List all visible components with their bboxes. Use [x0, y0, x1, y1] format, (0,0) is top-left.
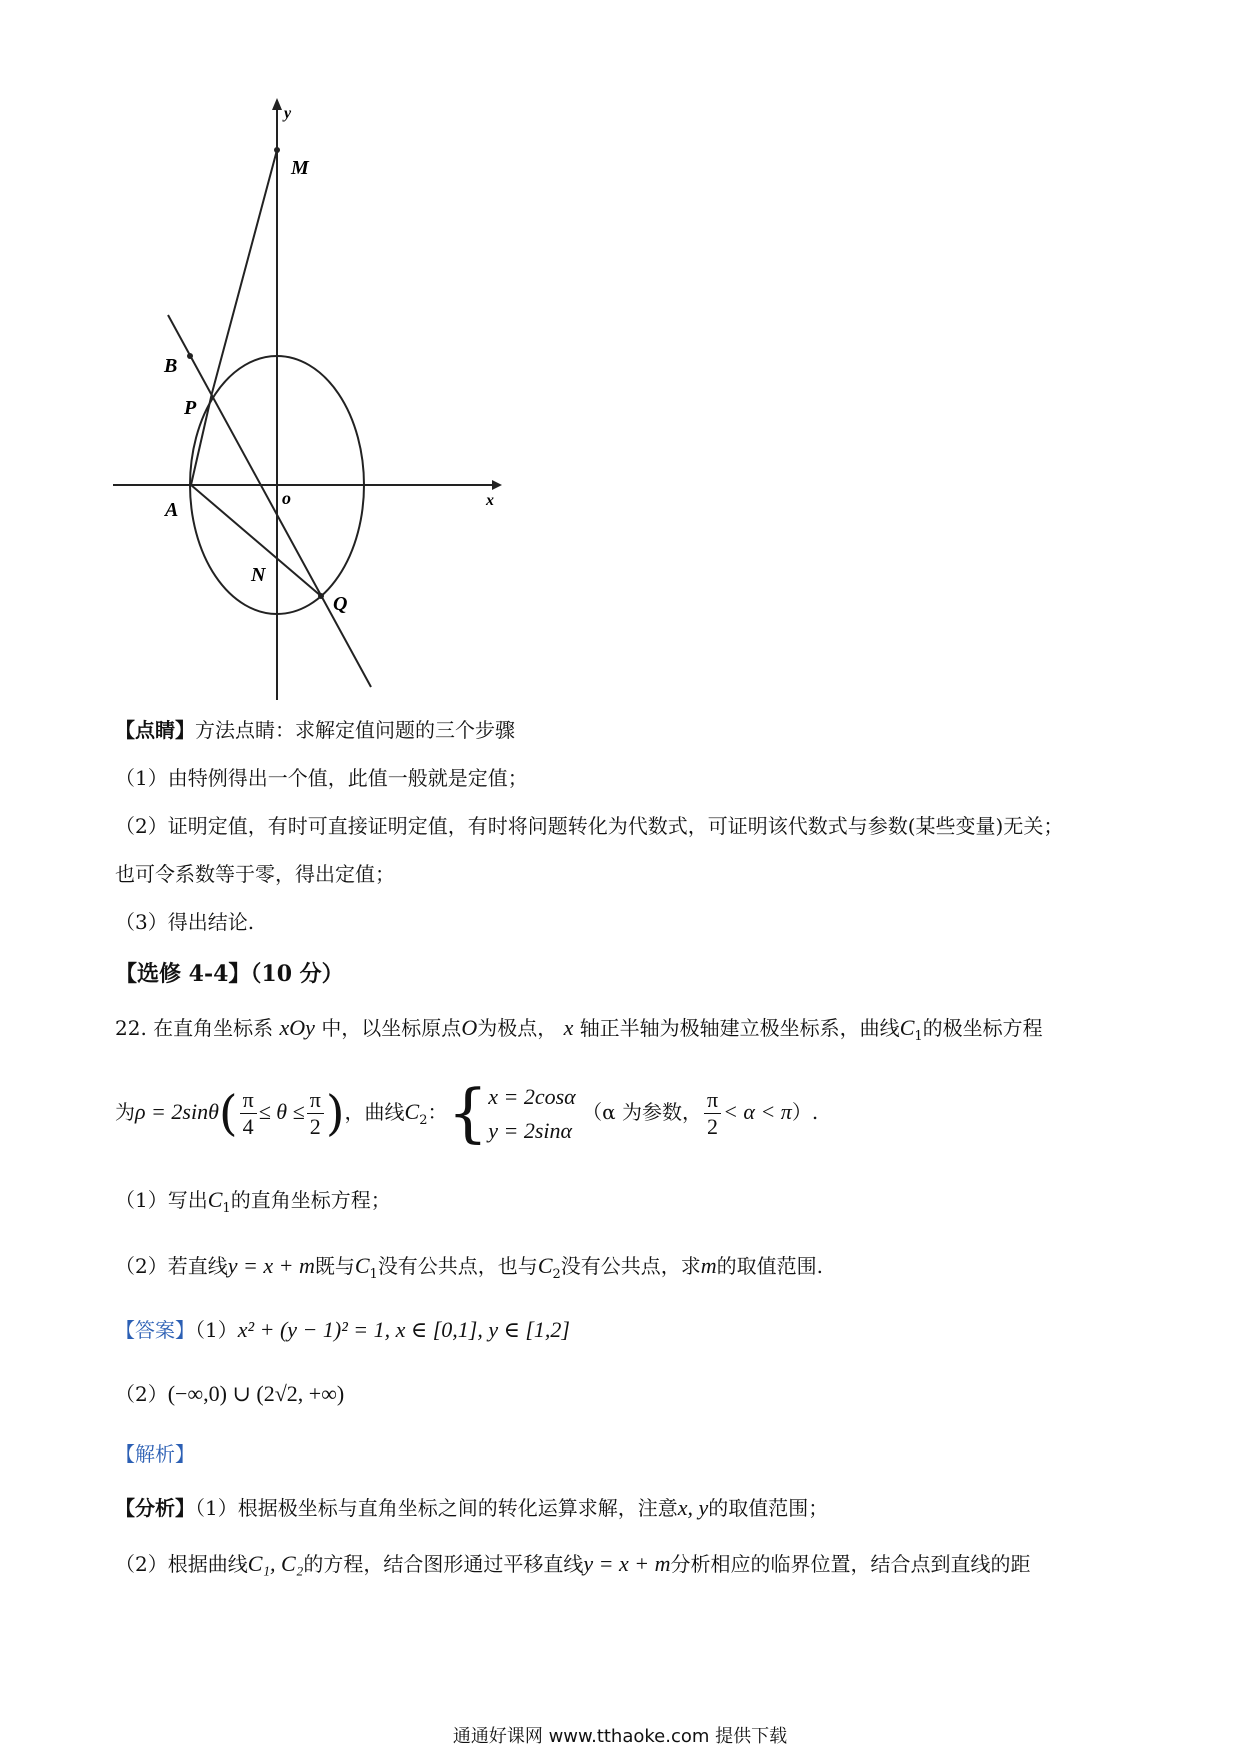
- point-q: [318, 593, 324, 599]
- label-o: o: [282, 488, 291, 508]
- y-axis-arrow: [272, 98, 282, 110]
- note-step-2-cont: 也可令系数等于零，得出定值；: [115, 862, 395, 886]
- label-y: y: [284, 105, 292, 122]
- x-axis-arrow: [492, 480, 502, 490]
- label-m: M: [291, 157, 309, 179]
- point-m: [274, 147, 280, 153]
- footer-text: 通通好课网 www.tthaoke.com 提供下载: [452, 1726, 788, 1747]
- answer-1: 【答案】（1）x² + (y − 1)² = 1, x ∈ [0,1], y ∈ [1,2]: [115, 1317, 570, 1342]
- note-tag: 【点睛】: [115, 718, 195, 742]
- analysis-tag: 【解析】: [115, 1442, 195, 1466]
- note-step-3: （3）得出结论.: [115, 910, 255, 934]
- answer-2-expr: (−∞,0) ∪ (2√2, +∞): [167, 1381, 345, 1406]
- frac-pi-2: $\frac{\pi}{2}$: [307, 1087, 324, 1140]
- section-title: 【选修 4-4】（10 分）: [115, 961, 344, 987]
- line-bq: [168, 315, 371, 687]
- label-q: Q: [333, 593, 348, 615]
- analysis-2: （2）根据曲线C₁, C₂的方程，结合图形通过平移直线y = x + m分析相应的临界位置，结合点到直线的距: [115, 1551, 1031, 1576]
- point-b: [187, 353, 193, 359]
- answer-2: （2）(−∞,0) ∪ (2√2, +∞): [115, 1381, 345, 1406]
- answer-tag: 【答案】: [115, 1318, 195, 1342]
- analysis-1: 【分析】（1）根据极坐标与直角坐标之间的转化运算求解，注意x, y的取值范围；: [115, 1495, 829, 1520]
- note-step-2: （2）证明定值，有时可直接证明定值，有时将问题转化为代数式，可证明该代数式与参数(某些变量)无关；: [115, 814, 1064, 838]
- label-x: x: [486, 492, 494, 509]
- note-title-text: 方法点睛：求解定值问题的三个步骤: [195, 718, 515, 742]
- note-step-1: （1）由特例得出一个值，此值一般就是定值；: [115, 766, 528, 790]
- label-p: P: [184, 397, 197, 419]
- note-title: [115, 716, 515, 744]
- geometry-figure: [0, 80, 560, 700]
- problem-line-1: 22. 在直角坐标系 xOy 中，以坐标原点O为极点， x 轴正半轴为极轴建立极坐标系，曲线$C_1$的极坐标方程: [115, 1015, 1043, 1044]
- label-a: A: [165, 499, 179, 521]
- frac-pi-4: $\frac{\pi}{4}$: [240, 1087, 257, 1140]
- question-1: （1）写出$C_1$的直角坐标方程；: [115, 1187, 391, 1216]
- param-system: x = 2cosα y = 2sinα: [488, 1083, 576, 1143]
- frac-pi-2b: $\frac{\pi}{2}$: [704, 1087, 721, 1140]
- label-n: N: [251, 564, 266, 586]
- answer-1-expr: x² + (y − 1)² = 1, x ∈ [0,1], y ∈ [1,2]: [237, 1317, 570, 1342]
- problem-line-2: 为ρ = 2sinθ( $\frac{\pi}{4}$ ≤ θ ≤ $\frac{\pi}{2}$ )，曲线$C_2$：{ x = 2cosα y = 2sinα （α 为参数， $\frac{\pi}{2}$ < α < π）.: [115, 1076, 819, 1151]
- label-b: B: [164, 355, 178, 377]
- question-2: （2）若直线y = x + m既与$C_1$没有公共点，也与$C_2$没有公共点，求m的取值范围.: [115, 1253, 824, 1282]
